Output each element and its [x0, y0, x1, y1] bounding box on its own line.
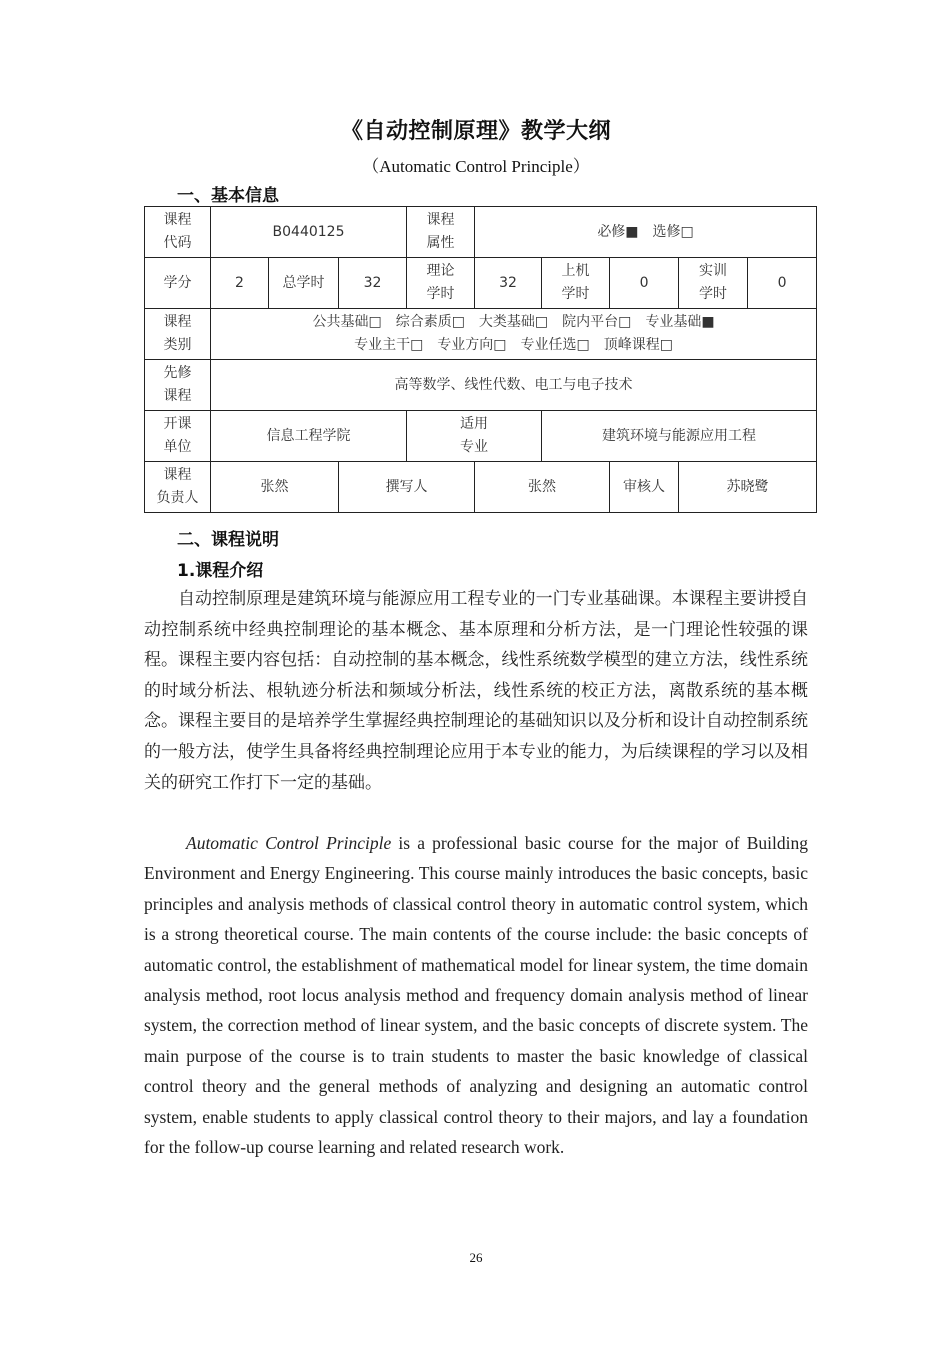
table-row — [145, 462, 817, 513]
credit-value: 2 — [211, 258, 269, 309]
theory-hours-value: 32 — [475, 258, 542, 309]
reviewer-label: 审核人 — [610, 462, 679, 513]
course-owner-label: 课程 负责人 — [145, 462, 211, 513]
section-heading-basic-info: 一、基本信息 — [177, 186, 279, 206]
intro-english-text: is a professional basic course for the major of Building Environment and Energy Engineering. This course mainly introduces the basic concepts, basic principles and analysis methods of classical control theory in automatic control system, which is a strong theoretical course. The main contents of the course include: the basic concepts of automatic control, the establishment of mathematical model for linear system, the time domain analysis method, root locus analysis method and frequency domain analysis method of linear system, the correction method of linear system, and the basic concepts of discrete system. The main purpose of the course is to train students to master the basic knowledge of classical control theory and the general methods of analyzing and designing an automatic control system, enable students to apply classical control theory to their majors, and lay a foundation for the follow-up course learning and related research work. — [144, 833, 809, 1158]
intro-paragraph-chinese: 自动控制原理是建筑环境与能源应用工程专业的一门专业基础课。本课程主要讲授自动控制系统中经典控制理论的基本概念、基本原理和分析方法，是一门理论性较强的课程。课程主要内容包括：自动控制的基本概念，线性系统数学模型的建立方法，线性系统的时域分析法、根轨迹分析法和频域分析法，线性系统的校正方法，离散系统的基本概念。课程主要目的是培养学生掌握经典控制理论的基础知识以及分析和设计自动控制系统的一般方法，使学生具备将经典控制理论应用于本专业的能力，为后续课程的学习以及相关的研究工作打下一定的基础。 — [144, 589, 808, 793]
section-heading-course-description: 二、课程说明 — [177, 530, 279, 550]
offering-unit-label: 开课 单位 — [145, 411, 211, 462]
basic-info-table — [144, 206, 817, 513]
writer-value: 张然 — [475, 462, 610, 513]
applicable-major-value: 建筑环境与能源应用工程 — [542, 411, 817, 462]
prerequisite-value: 高等数学、线性代数、电工与电子技术 — [211, 360, 817, 411]
course-code-value: B0440125 — [211, 207, 407, 258]
practice-hours-label: 实训 学时 — [679, 258, 748, 309]
course-owner-value: 张然 — [211, 462, 339, 513]
theory-hours-label: 理论 学时 — [407, 258, 475, 309]
intro-paragraph-english — [144, 828, 808, 1162]
course-category-value: 公共基础□ 综合素质□ 大类基础□ 院内平台□ 专业基础■ 专业主干□ 专业方向□ 专业任选□ 顶峰课程□ — [211, 309, 817, 360]
lab-hours-value: 0 — [610, 258, 679, 309]
writer-label: 撰写人 — [339, 462, 475, 513]
document-subtitle: （Automatic Control Principle） — [362, 157, 590, 176]
practice-hours-value: 0 — [748, 258, 817, 309]
course-name-italic: Automatic Control Principle — [186, 833, 392, 853]
reviewer-value: 苏晓鹭 — [679, 462, 817, 513]
prerequisite-label: 先修 课程 — [145, 360, 211, 411]
subsection-heading-course-intro: 1.课程介绍 — [177, 561, 264, 581]
document-title: 《自动控制原理》教学大纲 — [340, 119, 611, 144]
offering-unit-value: 信息工程学院 — [211, 411, 407, 462]
credit-label: 学分 — [145, 258, 211, 309]
applicable-major-label: 适用 专业 — [407, 411, 542, 462]
table-row — [145, 207, 817, 258]
lab-hours-label: 上机 学时 — [542, 258, 610, 309]
course-attribute-value: 必修■ 选修□ — [475, 207, 817, 258]
course-category-label: 课程 类别 — [145, 309, 211, 360]
table-row — [145, 258, 817, 309]
page-number: 26 — [469, 1250, 483, 1265]
table-row — [145, 411, 817, 462]
table-row — [145, 309, 817, 360]
course-attribute-label: 课程 属性 — [407, 207, 475, 258]
total-hours-value: 32 — [339, 258, 407, 309]
course-code-label: 课程 代码 — [145, 207, 211, 258]
table-row — [145, 360, 817, 411]
total-hours-label: 总学时 — [269, 258, 339, 309]
